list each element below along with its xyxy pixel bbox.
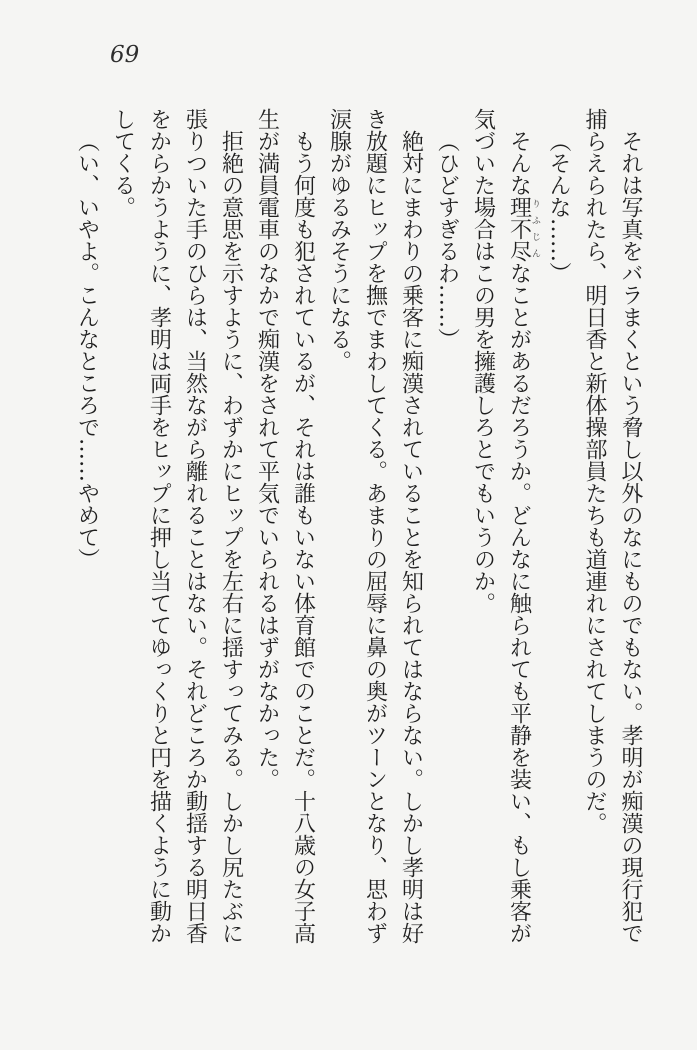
ruby-annotated-word: 理不尽りふじん: [506, 196, 540, 262]
text-block: [72, 108, 648, 944]
paragraph: 拒絶の意思を示すように、わずかにヒップを左右に揺すってみる。しかし尻たぶに張りついた手のひらは、当然ながら離れることはない。それどころか動揺する明日香をからかうように、孝明は両手をヒップに押し当ててゆっくりと円を描くように動かしてくる。: [110, 108, 244, 944]
paragraph: （ひどすぎるわ……）: [434, 130, 460, 350]
paragraph: もう何度も犯されているが、それは誰もいない体育館でのことだ。十八歳の女子高生が満員電車のなかで痴漢をされて平気でいられるはずがなかった。: [254, 108, 316, 944]
paragraph: そんな理不尽りふじんなことがあるだろうか。どんなに触られても平静を装い、もし乗客が気づいた場合はこの男を擁護しろとでもいうのか。: [470, 108, 540, 944]
page-number: 69: [110, 42, 140, 68]
paragraph: 絶対にまわりの乗客に痴漢されていることを知られてはならない。しかし孝明は好き放題にヒップを撫でまわしてくる。あまりの屈辱に鼻の奥がツーンとなり、思わず涙腺がゆるみそうになる。: [326, 108, 424, 944]
paragraph: （い、いやよ。こんなところで……やめて）: [74, 130, 100, 570]
paragraph: （そんな……）: [546, 130, 571, 284]
paragraph: それは写真をバラまくという脅し以外のなにものでもない。孝明が痴漢の現行犯で捕らえられたら、明日香と新体操部員たちも道連れにされてしまうのだ。: [582, 108, 643, 944]
